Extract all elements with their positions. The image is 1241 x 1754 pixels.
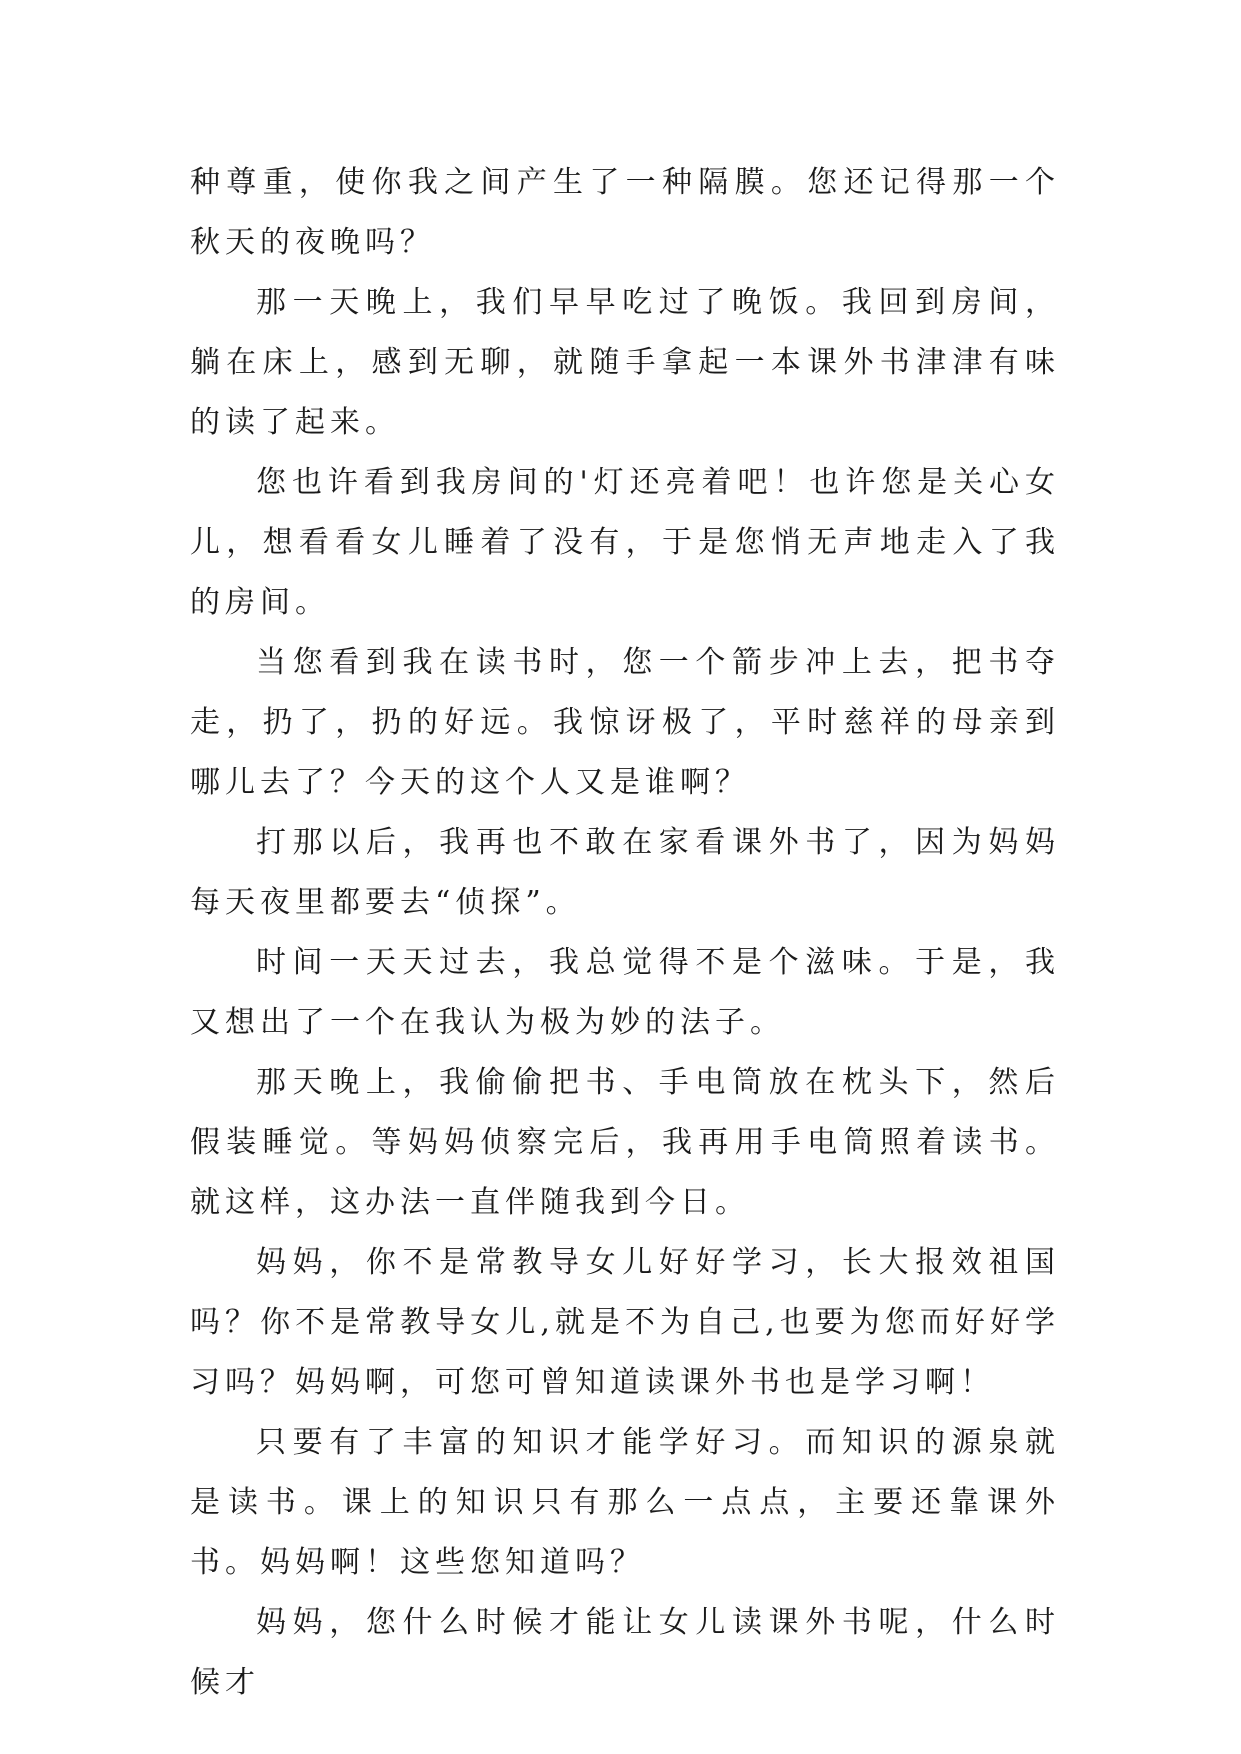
paragraph-7: 那天晚上，我偷偷把书、手电筒放在枕头下，然后假装睡觉。等妈妈侦察完后，我再用手电筒照着读书。就这样，这办法一直伴随我到今日。	[190, 1065, 1060, 1220]
paragraph-8: 妈妈，你不是常教导女儿好好学习，长大报效祖国吗？你不是常教导女儿,就是不为自己,也要为您而好好学习吗？妈妈啊，可您可曾知道读课外书也是学习啊！	[190, 1245, 1060, 1400]
paragraph-10: 妈妈，您什么时候才能让女儿读课外书呢，什么时候才	[190, 1605, 1060, 1700]
paragraph-5: 打那以后，我再也不敢在家看课外书了，因为妈妈每天夜里都要去“侦探”。	[190, 825, 1060, 920]
paragraph-1: 种尊重，使你我之间产生了一种隔膜。您还记得那一个秋天的夜晚吗？	[190, 165, 1060, 260]
paragraph-4: 当您看到我在读书时，您一个箭步冲上去，把书夺走，扔了，扔的好远。我惊讶极了，平时慈祥的母亲到哪儿去了？今天的这个人又是谁啊？	[190, 645, 1060, 800]
paragraph-6: 时间一天天过去，我总觉得不是个滋味。于是，我又想出了一个在我认为极为妙的法子。	[190, 945, 1060, 1040]
paragraph-9: 只要有了丰富的知识才能学好习。而知识的源泉就是读书。课上的知识只有那么一点点，主要还靠课外书。妈妈啊！这些您知道吗？	[190, 1425, 1060, 1580]
body-text	[190, 153, 1060, 1713]
paragraph-2: 那一天晚上，我们早早吃过了晚饭。我回到房间，躺在床上，感到无聊，就随手拿起一本课外书津津有味的读了起来。	[190, 285, 1060, 440]
paragraph-3: 您也许看到我房间的'灯还亮着吧！也许您是关心女儿，想看看女儿睡着了没有，于是您悄无声地走入了我的房间。	[190, 465, 1060, 620]
